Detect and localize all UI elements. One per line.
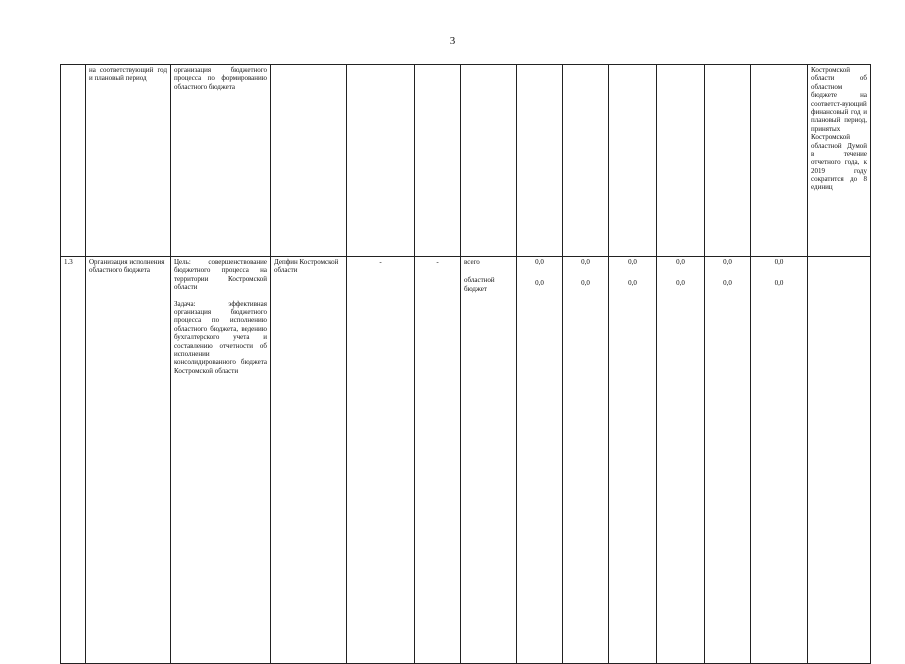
source-regional: областной бюджет (464, 276, 495, 293)
cell-value-5 (705, 257, 751, 664)
value-total-6: 0,0 (774, 258, 784, 266)
value-regional-6: 0,0 (774, 279, 784, 288)
table-row-continuation (61, 65, 871, 257)
cell-c11-cont (657, 65, 705, 257)
cell-goal-cont: организация бюджетного процесса по формированию областного бюджета (171, 65, 271, 257)
value-total-5: 0,0 (723, 258, 732, 266)
cell-c6-cont (415, 65, 461, 257)
cell-row-number: 1.3 (61, 257, 86, 664)
cell-name-cont: на соответствующий год и плановый период (86, 65, 171, 257)
cell-measure-name: Организация исполнения областного бюджета (86, 257, 171, 664)
cell-c12-cont (705, 65, 751, 257)
value-regional-5: 0,0 (723, 279, 732, 288)
cell-dash-1: - (347, 257, 415, 664)
cell-c10-cont (609, 65, 657, 257)
value-regional-4: 0,0 (676, 279, 685, 288)
goal-text: Цель: совершенствование бюджетного процесса на территории Костромской области (174, 258, 267, 292)
cell-c13-cont (751, 65, 808, 257)
page-number: 3 (449, 35, 456, 47)
cell-c9-cont (563, 65, 609, 257)
value-total-3: 0,0 (628, 258, 637, 266)
value-total-4: 0,0 (676, 258, 685, 266)
value-regional-1: 0,0 (535, 279, 544, 288)
cell-value-4 (657, 257, 705, 664)
cell-value-6 (751, 257, 808, 664)
cell-num-cont (61, 65, 86, 257)
cell-goal-task (171, 257, 271, 664)
table-row-1-3 (61, 257, 871, 664)
cell-empty-13 (808, 257, 871, 664)
cell-value-1 (517, 257, 563, 664)
cell-value-2 (563, 257, 609, 664)
source-total: всего (464, 258, 480, 266)
value-regional-2: 0,0 (581, 279, 590, 288)
cell-executor-cont (271, 65, 347, 257)
value-total-1: 0,0 (535, 258, 544, 266)
value-regional-3: 0,0 (628, 279, 637, 288)
task-text: Задача: эффективная организация бюджетного процесса по исполнению областного бюджета, ведению бухгалтерского учета и составлению отчетности об исполнении консолидированного бюджета Костромской области (174, 299, 267, 375)
cell-c8-cont (517, 65, 563, 257)
cell-value-3 (609, 257, 657, 664)
program-table (60, 64, 871, 664)
cell-dash-2: - (415, 257, 461, 664)
cell-executor: Депфин Костромской области (271, 257, 347, 664)
value-total-2: 0,0 (581, 258, 590, 266)
cell-funding-source (461, 257, 517, 664)
cell-c5-cont (347, 65, 415, 257)
cell-result-cont: Костромской области об областном бюджете на соответст-вующий финансовый год и плановый период, принятых Костромской областной Думой в течение отчетного года, к 2019 году сократится до 8 единиц (808, 65, 871, 257)
cell-c7-cont (461, 65, 517, 257)
